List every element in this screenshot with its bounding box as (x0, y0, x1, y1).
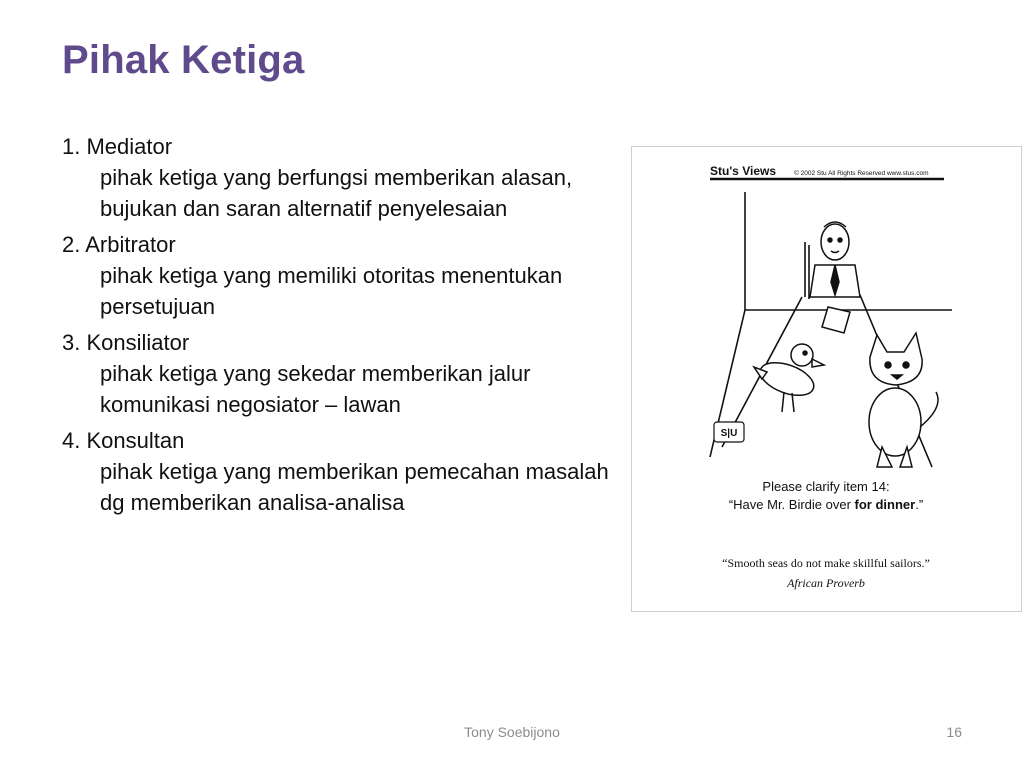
cartoon-drawing (632, 147, 1021, 611)
item-description: pihak ketiga yang berfungsi memberikan alasan, bujukan dan saran alternatif penyelesaian (100, 165, 573, 221)
cartoon-caption-line1: Please clarify item 14: (762, 479, 890, 494)
footer-author: Tony Soebijono (464, 724, 560, 740)
list-item (62, 132, 622, 224)
item-heading: 4. Konsultan (62, 428, 185, 453)
cartoon-quote: “Smooth seas do not make skillful sailors.” (722, 556, 930, 570)
cartoon-caption-line2: “Have Mr. Birdie over for dinner.” (728, 497, 924, 512)
sign-text: S|U (720, 428, 738, 439)
cartoon-quote-source: African Proverb (787, 576, 865, 590)
list-item (62, 328, 622, 420)
cartoon-brand: Stu's Views (710, 164, 776, 178)
item-heading: 2. Arbitrator (62, 232, 176, 257)
scales-sign (714, 422, 744, 442)
item-description: pihak ketiga yang sekedar memberikan jalur komunikasi negosiator – lawan (100, 361, 531, 417)
cartoon-copyright: © 2002 Stu All Rights Reserved www.stus.com (794, 170, 929, 177)
list-item (62, 230, 622, 322)
item-heading: 1. Mediator (62, 134, 173, 159)
man-figure (810, 222, 860, 333)
bird-figure (754, 344, 824, 412)
item-heading: 3. Konsiliator (62, 330, 190, 355)
cartoon-image (631, 146, 1022, 612)
content-list (62, 132, 622, 524)
list-item (62, 426, 622, 518)
item-description: pihak ketiga yang memberikan pemecahan masalah dg memberikan analisa-analisa (100, 459, 609, 515)
page-number: 16 (946, 724, 962, 740)
slide-title: Pihak Ketiga (62, 38, 305, 82)
cat-figure (869, 333, 938, 467)
item-description: pihak ketiga yang memiliki otoritas menentukan persetujuan (100, 263, 563, 319)
